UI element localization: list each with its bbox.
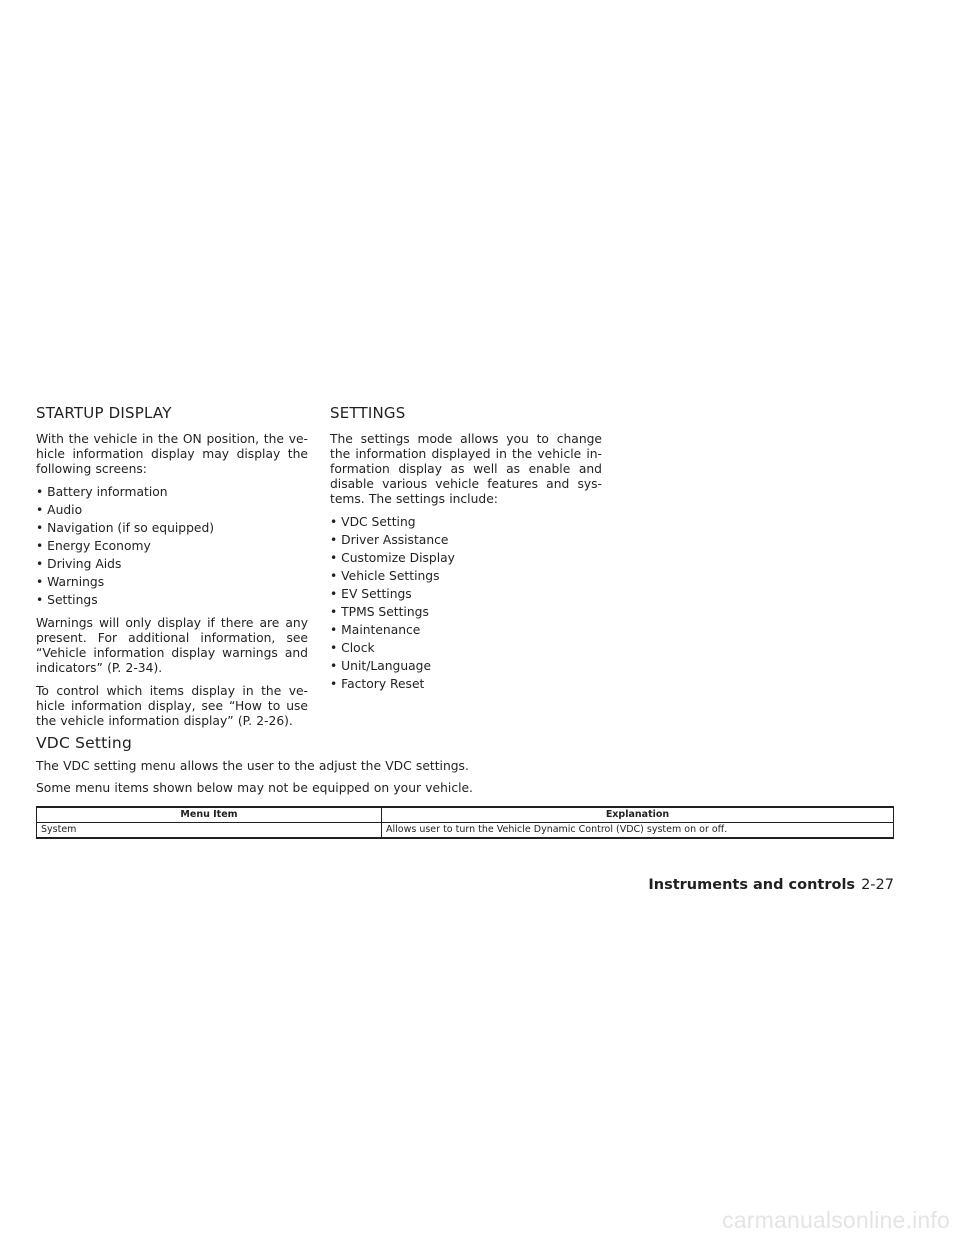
list-item: • Audio: [36, 503, 308, 518]
settings-intro: The settings mode allows you to change the information displayed in the vehicle in- formation display as well as enable and disable various vehicle features and sys- tems. The settings include:: [330, 432, 602, 506]
vdc-description: The VDC setting menu allows the user to the adjust the VDC settings.: [36, 759, 469, 773]
page-number: 2-27: [861, 877, 894, 893]
control-items-note: To control which items display in the ve- hicle information display, see “How to use the vehicle information display” (P. 2-26).: [36, 684, 308, 728]
startup-screen-list: [36, 485, 308, 608]
page-footer: [648, 876, 894, 894]
list-item: • EV Settings: [330, 587, 602, 602]
list-item: • Battery information: [36, 485, 308, 500]
settings-section: [330, 404, 602, 700]
list-item: • TPMS Settings: [330, 605, 602, 620]
list-item: • VDC Setting: [330, 515, 602, 530]
vdc-setting-heading: VDC Setting: [36, 734, 132, 752]
list-item: • Factory Reset: [330, 677, 602, 692]
table-header-row: [37, 807, 894, 823]
footer-section-title: Instruments and controls: [648, 877, 856, 893]
list-item: • Maintenance: [330, 623, 602, 638]
column-header-explanation: Explanation: [382, 807, 894, 823]
list-item: • Clock: [330, 641, 602, 656]
table-cell-explanation: Allows user to turn the Vehicle Dynamic Control (VDC) system on or off.: [382, 823, 894, 839]
startup-intro: With the vehicle in the ON position, the ve- hicle information display may display the following screens:: [36, 432, 308, 476]
list-item: • Vehicle Settings: [330, 569, 602, 584]
list-item: • Warnings: [36, 575, 308, 590]
list-item: • Navigation (if so equipped): [36, 521, 308, 536]
list-item: • Energy Economy: [36, 539, 308, 554]
column-header-menu-item: Menu Item: [37, 807, 382, 823]
table-row: [37, 823, 894, 839]
startup-display-section: [36, 404, 308, 737]
list-item: • Unit/Language: [330, 659, 602, 674]
vdc-equipment-note: Some menu items shown below may not be equipped on your vehicle.: [36, 781, 473, 795]
settings-heading: SETTINGS: [330, 404, 406, 422]
list-item: • Settings: [36, 593, 308, 608]
list-item: • Driving Aids: [36, 557, 308, 572]
warnings-note: Warnings will only display if there are any present. For additional information, see “Vehicle information display warnings and indicators” (P. 2-34).: [36, 616, 308, 675]
table-cell-menu-item: System: [37, 823, 382, 839]
list-item: • Customize Display: [330, 551, 602, 566]
watermark-logo: carmanualsonline.info: [722, 1207, 950, 1233]
vdc-setting-section: [36, 734, 894, 839]
startup-display-heading: STARTUP DISPLAY: [36, 404, 172, 422]
list-item: • Driver Assistance: [330, 533, 602, 548]
vdc-menu-table: [36, 806, 894, 839]
settings-list: [330, 515, 602, 692]
